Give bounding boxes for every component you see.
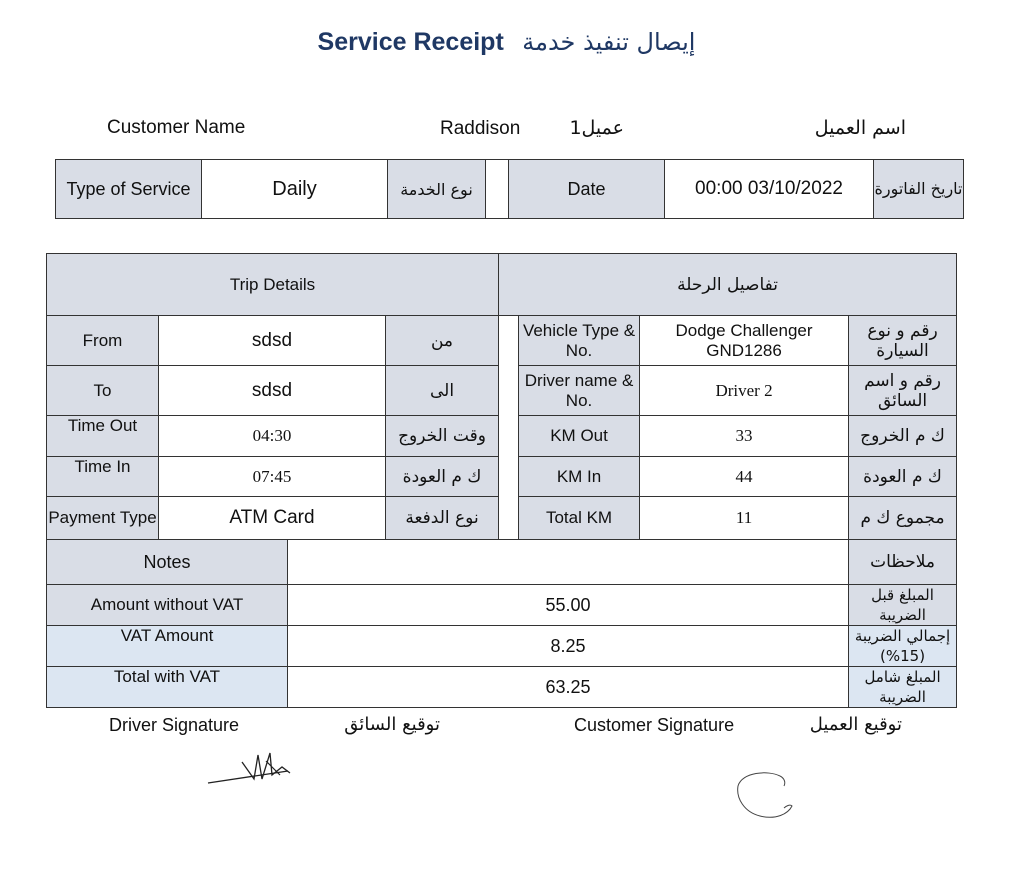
driver-label: Driver name & No. xyxy=(519,366,640,416)
vat-amount-label-arabic: إجمالي الضريبة (15%) xyxy=(849,626,957,667)
trip-details-header-arabic: تفاصيل الرحلة xyxy=(499,254,957,316)
km-in-value: 44 xyxy=(640,457,849,497)
title-arabic: إيصال تنفيذ خدمة xyxy=(522,28,696,56)
service-type-value: Daily xyxy=(202,160,388,219)
driver-signature-image xyxy=(200,745,300,790)
time-out-label-arabic: وقت الخروج xyxy=(386,416,499,457)
notes-label-arabic: ملاحظات xyxy=(849,540,957,585)
from-label: From xyxy=(47,316,159,366)
date-label-arabic: تاريخ الفاتورة xyxy=(874,160,964,219)
driver-value: Driver 2 xyxy=(640,366,849,416)
payment-type-value: ATM Card xyxy=(159,497,386,540)
customer-signature-image xyxy=(730,768,800,823)
time-in-value: 07:45 xyxy=(159,457,386,497)
total-with-vat-value: 63.25 xyxy=(288,667,849,708)
service-type-label: Type of Service xyxy=(56,160,202,219)
km-out-label-arabic: ك م الخروج xyxy=(849,416,957,457)
to-label-arabic: الى xyxy=(386,366,499,416)
customer-name-value-arabic: عميل1 xyxy=(569,117,624,139)
from-value: sdsd xyxy=(159,316,386,366)
total-with-vat-label-arabic: المبلغ شامل الضريبة xyxy=(849,667,957,708)
vehicle-label-arabic: رقم و نوع السيارة xyxy=(849,316,957,366)
customer-signature-label: Customer Signature xyxy=(574,715,735,735)
total-km-label-arabic: مجموع ك م xyxy=(849,497,957,540)
customer-name-label-arabic: اسم العميل xyxy=(814,117,906,139)
driver-signature-label: Driver Signature xyxy=(109,715,240,735)
date-value: 00:00 03/10/2022 xyxy=(665,160,874,219)
to-value: sdsd xyxy=(159,366,386,416)
km-in-label-arabic: ك م العودة xyxy=(849,457,957,497)
service-type-label-arabic: نوع الخدمة xyxy=(388,160,486,219)
date-label: Date xyxy=(509,160,665,219)
time-out-label: Time Out xyxy=(47,416,159,457)
amount-without-vat-label-arabic: المبلغ قبل الضريبة xyxy=(849,585,957,626)
total-with-vat-label: Total with VAT xyxy=(47,667,288,708)
time-out-value: 04:30 xyxy=(159,416,386,457)
vehicle-label: Vehicle Type & No. xyxy=(519,316,640,366)
km-in-label: KM In xyxy=(519,457,640,497)
driver-label-arabic: رقم و اسم السائق xyxy=(849,366,957,416)
time-in-label-arabic: ك م العودة xyxy=(386,457,499,497)
service-date-table xyxy=(55,159,964,219)
trip-details-table xyxy=(46,253,957,708)
vat-amount-label: VAT Amount xyxy=(47,626,288,667)
title-english: Service Receipt xyxy=(317,28,504,56)
total-km-label: Total KM xyxy=(519,497,640,540)
total-km-value: 11 xyxy=(640,497,849,540)
km-out-value: 33 xyxy=(640,416,849,457)
payment-type-label-arabic: نوع الدفعة xyxy=(386,497,499,540)
driver-signature-label-arabic: توقيع السائق xyxy=(344,714,440,735)
separator-column xyxy=(499,316,519,540)
amount-without-vat-label: Amount without VAT xyxy=(47,585,288,626)
notes-label: Notes xyxy=(47,540,288,585)
customer-name-value: Raddison xyxy=(440,118,521,139)
spacer-cell xyxy=(486,160,509,219)
vat-amount-value: 8.25 xyxy=(288,626,849,667)
from-label-arabic: من xyxy=(386,316,499,366)
notes-value xyxy=(288,540,849,585)
to-label: To xyxy=(47,366,159,416)
customer-name-label: Customer Name xyxy=(107,117,246,138)
trip-details-header: Trip Details xyxy=(47,254,499,316)
amount-without-vat-value: 55.00 xyxy=(288,585,849,626)
payment-type-label: Payment Type xyxy=(47,497,159,540)
km-out-label: KM Out xyxy=(519,416,640,457)
vehicle-value: Dodge Challenger GND1286 xyxy=(640,316,849,366)
time-in-label: Time In xyxy=(47,457,159,497)
customer-signature-label-arabic: توقيع العميل xyxy=(809,714,902,735)
receipt-title xyxy=(0,28,1013,57)
